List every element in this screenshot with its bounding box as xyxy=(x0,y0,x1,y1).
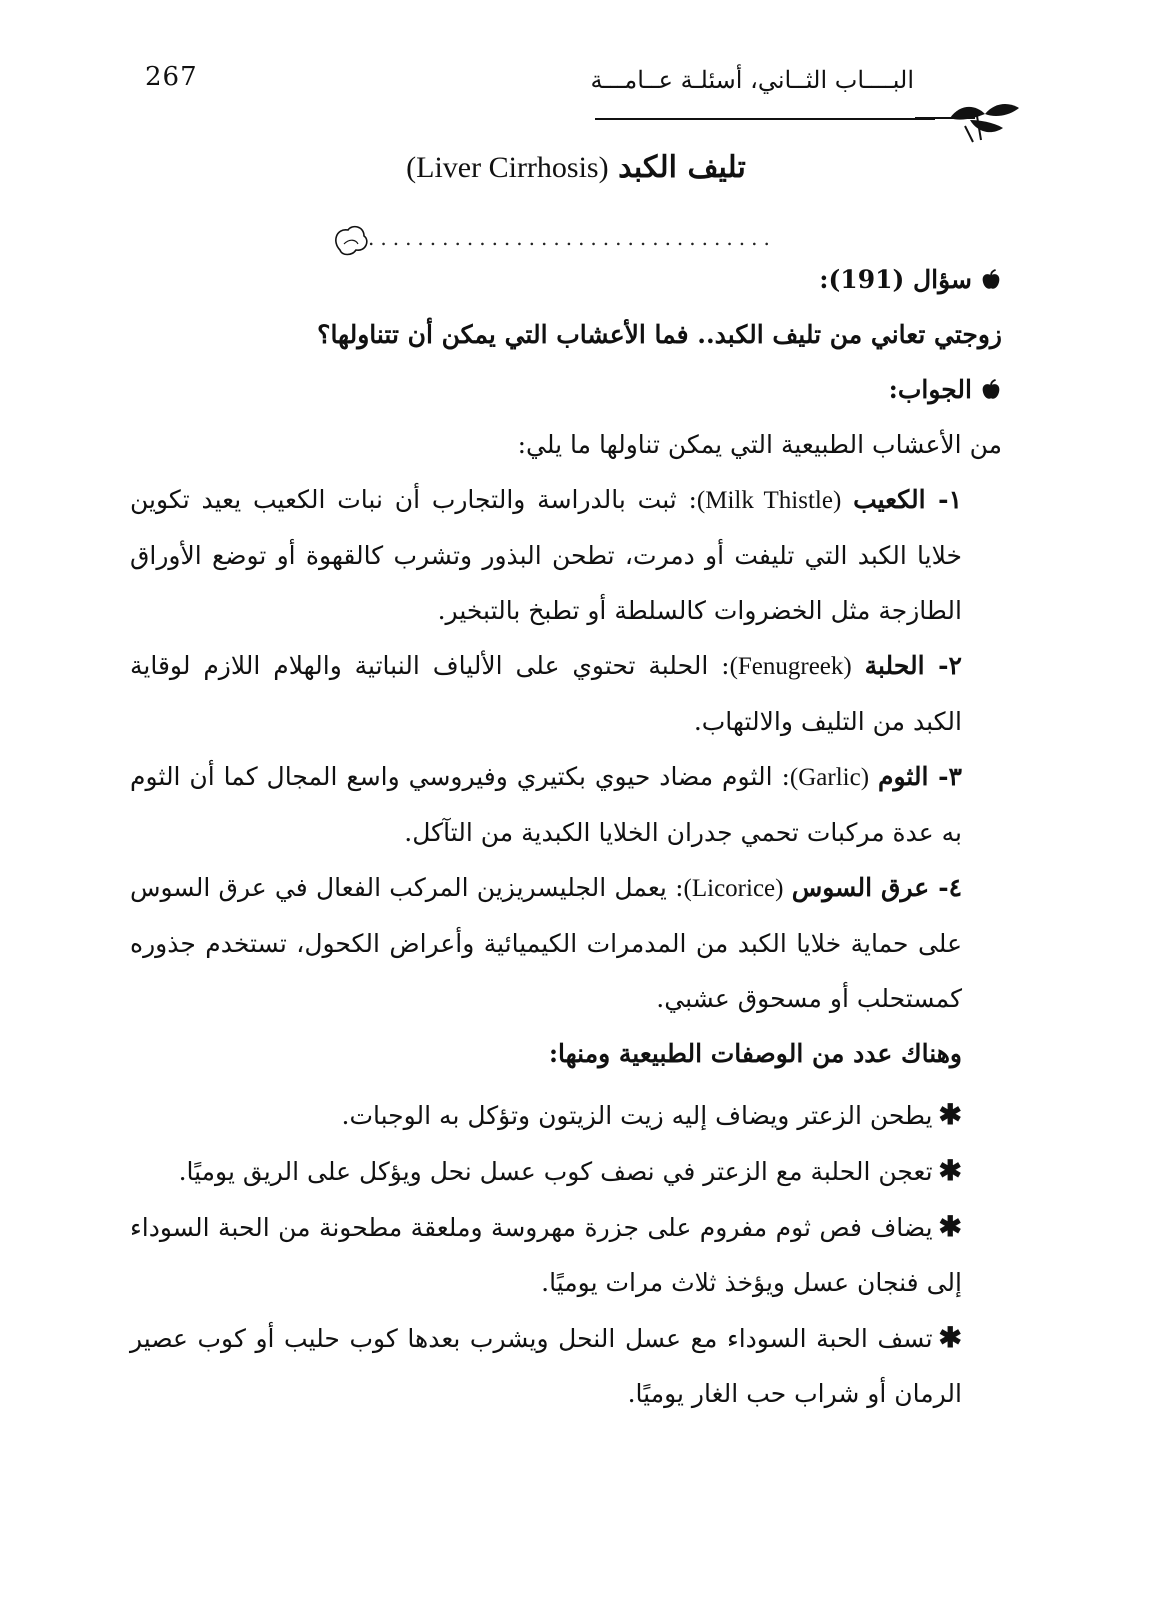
asterisk-bullet-icon: ✱ xyxy=(938,1154,962,1187)
herb-latin: (Milk Thistle) xyxy=(696,487,842,514)
running-head: البــــاب الثــاني، أسئلـة عــامـــة xyxy=(590,66,914,94)
asterisk-bullet-icon: ✱ xyxy=(938,1098,962,1131)
page-number: 267 xyxy=(145,62,198,92)
title-english: (Liver Cirrhosis) xyxy=(406,151,609,184)
herb-description: : يعمل الجليسريزين المركب الفعال في عرق السوس على حماية خلايا الكبد من المدمرات الكيميائية وأعراض الكحول، تستخدم جذوره كمستحلب أو مسحوق عشبي. xyxy=(130,873,962,1013)
herb-latin: (Licorice) xyxy=(683,875,784,902)
apple-bullet-icon xyxy=(980,269,1002,291)
answer-line xyxy=(130,362,1002,417)
item-number: ٢- xyxy=(924,651,962,680)
herb-description: : الحلبة تحتوي على الألياف النباتية والهلام اللازم لوقاية الكبد من التليف والالتهاب. xyxy=(130,651,962,736)
leaf-ornament-icon xyxy=(915,96,1020,144)
recipe-text: تسف الحبة السوداء مع عسل النحل ويشرب بعدها كوب حليب أو كوب عصير الرمان أو شراب حب الغار يوميًا. xyxy=(130,1324,962,1408)
question-label: سؤال (191): xyxy=(819,265,972,294)
list-item xyxy=(130,749,1002,860)
recipe-item xyxy=(130,1143,1002,1199)
item-number: ١- xyxy=(925,485,962,514)
question-text: زوجتي تعاني من تليف الكبد.. فما الأعشاب التي يمكن أن تتناولها؟ xyxy=(317,320,1002,349)
question-line xyxy=(130,252,1002,307)
herb-description: : ثبت بالدراسة والتجارب أن نبات الكعيب يعيد تكوين خلايا الكبد التي تليفت أو دمرت، تطحن البذور وتشرب كالقهوة أو توضع الأوراق الطازجة مثل الخضروات كالسلطة أو تطبخ بالتبخير. xyxy=(130,485,962,625)
asterisk-bullet-icon: ✱ xyxy=(938,1321,962,1354)
article-body xyxy=(130,252,1002,1421)
list-item xyxy=(130,638,1002,749)
recipe-item xyxy=(130,1087,1002,1143)
answer-intro: من الأعشاب الطبيعية التي يمكن تناولها ما يلي: xyxy=(517,430,1002,459)
list-item xyxy=(130,860,1002,1026)
recipe-item xyxy=(130,1199,1002,1310)
answer-label: الجواب: xyxy=(888,375,972,404)
item-number: ٣- xyxy=(928,762,962,791)
herb-name: الحلبة xyxy=(864,651,925,680)
dotted-separator: ................................. xyxy=(368,226,776,250)
title-arabic: تليف الكبد xyxy=(618,150,746,185)
recipe-text: يطحن الزعتر ويضاف إليه زيت الزيتون وتؤكل به الوجبات. xyxy=(341,1101,933,1130)
herb-name: عرق السوس xyxy=(791,873,930,902)
herb-description: : الثوم مضاد حيوي بكتيري وفيروسي واسع المجال كما أن الثوم به عدة مركبات تحمي جدران الخلايا الكبدية من التآكل. xyxy=(130,762,962,847)
header-rule xyxy=(595,118,935,120)
list-item xyxy=(130,472,1002,638)
recipe-item xyxy=(130,1310,1002,1421)
recipe-text: يضاف فص ثوم مفروم على جزرة مهروسة وملعقة مطحونة من الحبة السوداء إلى فنجان عسل ويؤخذ ثلاث مرات يوميًا. xyxy=(130,1213,962,1297)
herb-latin: (Garlic) xyxy=(789,764,870,791)
item-number: ٤- xyxy=(929,873,963,902)
herb-name: الكعيب xyxy=(853,485,926,514)
herb-latin: (Fenugreek) xyxy=(729,653,852,680)
page-title xyxy=(0,150,1152,185)
recipes-heading: وهناك عدد من الوصفات الطبيعية ومنها: xyxy=(548,1039,962,1068)
herb-name: الثوم xyxy=(877,762,929,791)
asterisk-bullet-icon: ✱ xyxy=(938,1210,962,1243)
recipe-text: تعجن الحلبة مع الزعتر في نصف كوب عسل نحل ويؤكل على الريق يوميًا. xyxy=(178,1157,933,1186)
apple-bullet-icon xyxy=(980,379,1002,401)
